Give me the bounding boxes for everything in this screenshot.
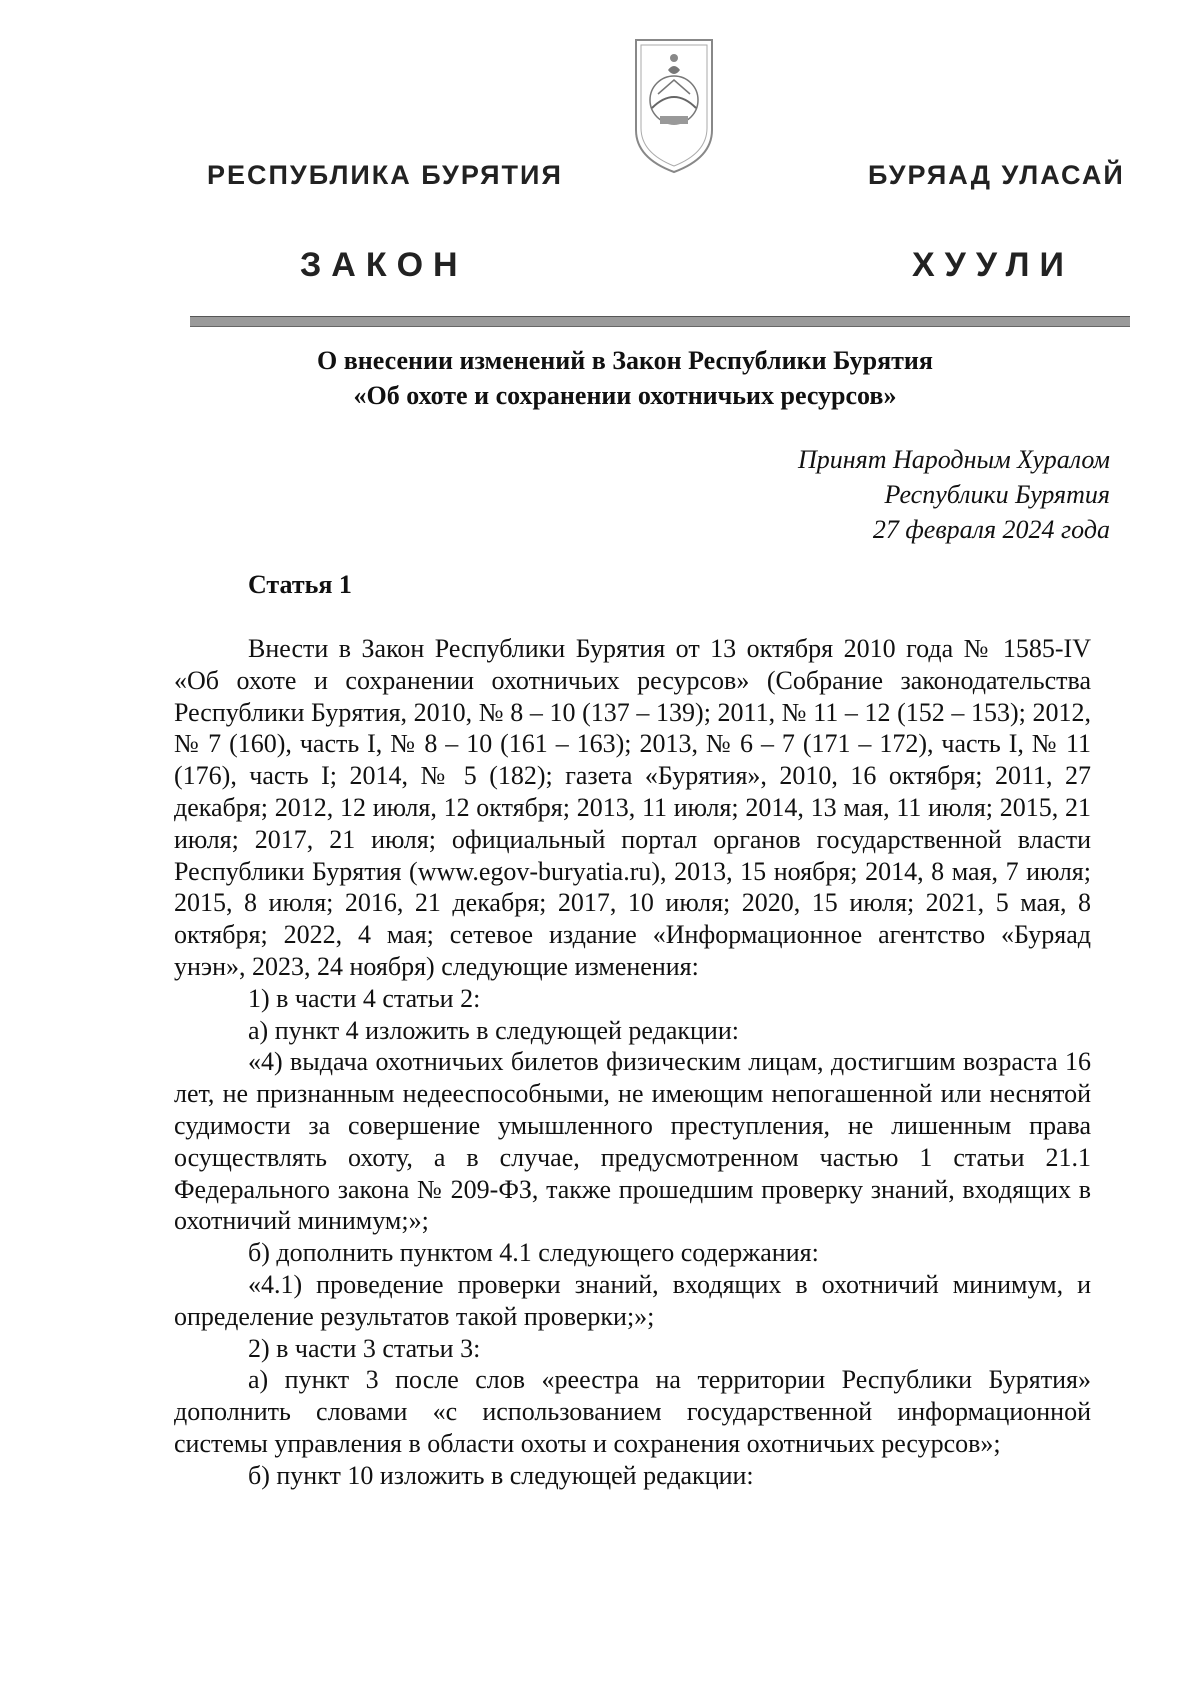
article-paragraph: б) пункт 10 изложить в следующей редакции:: [248, 1460, 754, 1490]
article-paragraph: «4.1) проведение проверки знаний, входящих в охотничий минимум, и определение результатов такой проверки;»;: [174, 1269, 1091, 1331]
article-paragraph: 1) в части 4 статьи 2:: [248, 983, 481, 1013]
law-label-buryat: ХУУЛИ: [912, 246, 1074, 284]
article-paragraph: а) пункт 3 после слов «реестра на территории Республики Бурятия» дополнить словами «с использованием государственной информационной системы управления в области охоты и сохранения охотничьих ресурсов»;: [174, 1365, 1091, 1458]
article-paragraph: а) пункт 4 изложить в следующей редакции:: [248, 1015, 739, 1045]
coat-of-arms-icon: [628, 34, 720, 176]
law-label-russian: ЗАКОН: [300, 246, 468, 284]
article-heading: Статья 1: [248, 570, 352, 599]
adoption-note: [798, 442, 1110, 547]
republic-name-buryat: БУРЯАД УЛАСАЙ: [868, 160, 1125, 190]
law-title-line-1: О внесении изменений в Закон Республики Бурятия: [317, 346, 933, 375]
article-paragraph: 2) в части 3 статьи 3:: [248, 1333, 481, 1363]
header-divider: [190, 316, 1130, 327]
article-paragraph: Внести в Закон Республики Бурятия от 13 октября 2010 года № 1585-IV «Об охоте и сохранении охотничьих ресурсов» (Собрание законодательства Республики Бурятия, 2010, № 8 – 10 (137 – 139); 2011, № 11 – 12 (152 – 153); 2012, № 7 (160), часть I, № 8 – 10 (161 – 163); 2013, № 6 – 7 (171 – 172), часть I, № 11 (176), часть I; 2014, № 5 (182); газета «Бурятия», 2010, 16 октября; 2011, 27 декабря; 2012, 12 июля, 12 октября; 2013, 11 июля; 2014, 13 мая, 11 июля; 2015, 21 июля; 2017, 21 июля; официальный портал органов государственной власти Республики Бурятия (www.egov-buryatia.ru), 2013, 15 ноября; 2014, 8 мая, 7 июля; 2015, 8 июля; 2016, 21 декабря; 2017, 10 июля; 2020, 15 июля; 2021, 5 мая, 8 октября; 2022, 4 мая; сетевое издание «Информационное агентство «Буряад унэн», 2023, 24 ноября) следующие изменения:: [174, 634, 1091, 981]
adoption-date: 27 февраля 2024 года: [872, 515, 1110, 544]
republic-name-russian: РЕСПУБЛИКА БУРЯТИЯ: [207, 160, 563, 190]
law-title-line-2: «Об охоте и сохранении охотничьих ресурсов»: [353, 381, 897, 410]
article-paragraph: «4) выдача охотничьих билетов физическим лицам, достигшим возраста 16 лет, не признанным недееспособными, не имеющим непогашенной или неснятой судимости за совершение умышленного преступления, не лишенным права осуществлять охоту, а в случае, предусмотренном частью 1 статьи 21.1 Федерального закона № 209-ФЗ, также прошедшим проверку знаний, входящих в охотничий минимум;»;: [174, 1047, 1091, 1236]
adoption-line-1: Принят Народным Хуралом: [797, 445, 1110, 474]
adoption-line-2: Республики Бурятия: [884, 480, 1110, 509]
article-paragraph: б) дополнить пунктом 4.1 следующего содержания:: [248, 1238, 819, 1268]
article-body: [174, 633, 1091, 1492]
